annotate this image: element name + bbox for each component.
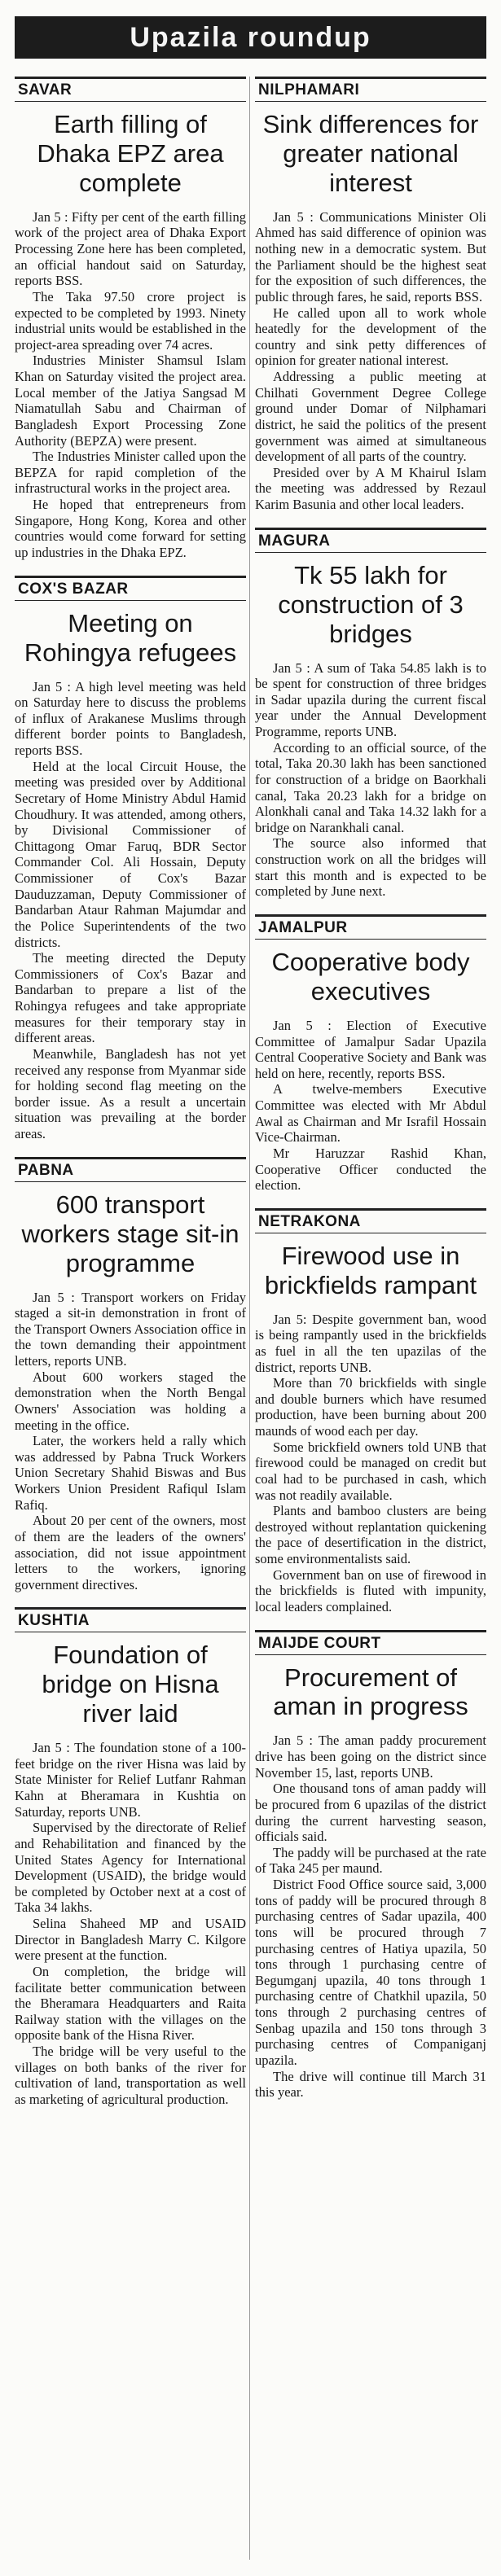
story-paragraph: Government ban on use of firewood in the brickfields is fluted with impunity, local leaders complained.	[255, 1566, 486, 1614]
story-dateline: JAMALPUR	[255, 914, 486, 940]
story-paragraph: Held at the local Circuit House, the meeting was presided over by Additional Secretary of Home Ministry Abdul Hamid Choudhury. It was attended, among others, by Divisional Commissioner of Chittagong Omar Faruq, BDR Sector Commander Col. Ali Hossain, Deputy Commissioner of Cox's Bazar Dauduzzaman, Deputy Commissioner of Bandarban Ataur Rahman Majumdar and the Police Superintendents of the two districts.	[15, 758, 246, 950]
story-paragraph: Jan 5 : Communications Minister Oli Ahmed has said difference of opinion was nothing new in a democratic system. But the Parliament should be the highest seat for the exposition of such differences, the public through fares, he said, reports BSS.	[255, 208, 486, 304]
story-paragraph: Mr Haruzzar Rashid Khan, Cooperative Officer conducted the election.	[255, 1145, 486, 1194]
story-dateline: KUSHTIA	[15, 1607, 246, 1632]
banner-title: Upazila roundup	[130, 21, 371, 53]
story-paragraph: Selina Shaheed MP and USAID Director in Bangladesh Marry C. Kilgore were present at the function.	[15, 1916, 246, 1964]
story-paragraph: The drive will continue till March 31 this year.	[255, 2068, 486, 2101]
story-dateline: MAGURA	[255, 528, 486, 553]
story-dateline: SAVAR	[15, 77, 246, 102]
story-paragraph: Jan 5 : The foundation stone of a 100-feet bridge on the river Hisna was laid by State Minister for Relief Lutfanr Rahman Kahn at Bheramara in Kushtia on Saturday, reports UNB.	[15, 1740, 246, 1820]
story-paragraph: Jan 5: Despite government ban, wood is being rampantly used in the brickfields as fuel in all the ten upazilas of the district, reports UNB.	[255, 1311, 486, 1375]
story-paragraph: On completion, the bridge will facilitate better communication between the Bheramara Headquarters and Raita Railway station with the villages on the opposite bank of the Hisna River.	[15, 1963, 246, 2044]
story-paragraph: The bridge will be very useful to the villages on both banks of the river for cultivation of land, transportation as well as marketing of agricultural production.	[15, 2044, 246, 2107]
story-paragraph: About 20 per cent of the owners, most of them are the leaders of the owners' association, did not issue appointment letters to the workers, ignoring government directives.	[15, 1513, 246, 1592]
story-paragraph: Presided over by A M Khairul Islam the meeting was addressed by Rezaul Karim Basunia and other local leaders.	[255, 464, 486, 513]
news-story	[15, 576, 246, 1142]
news-story	[15, 1607, 246, 2107]
story-paragraph: The Industries Minister called upon the BEPZA for rapid completion of the infrastructural works in the project area.	[15, 449, 246, 497]
story-paragraph: The source also informed that construction work on all the bridges will start this month and is expected to be completed by June next.	[255, 835, 486, 900]
story-paragraph: Jan 5 : A high level meeting was held on Saturday here to discuss the problems of influx of Arakanese Muslims through different border points to Bangladesh, reports BSS.	[15, 678, 246, 759]
news-story	[255, 914, 486, 1194]
story-paragraph: A twelve-members Executive Committee was elected with Mr Abdul Awal as Chairman and Mr Israfil Hossain Vice-Chairman.	[255, 1081, 486, 1146]
story-paragraph: Plants and bamboo clusters are being destroyed without replantation quickening the pace of desertification in the district, some environmentalists said.	[255, 1503, 486, 1567]
story-headline: Tk 55 lakh for construction of 3 bridges	[278, 560, 464, 648]
story-paragraph: District Food Office source said, 3,000 tons of paddy will be procured through 8 purchasing centres of Sadar upazila, 400 tons will be procured through 7 purchasing centres of Hatiya upazila, 50 tons through 1 purchasing centre of Begumganj upazila, 40 tons through 1 purchasing centre of Chatkhil upazila, 50 tons through 2 purchasing centres of Senbag upazila and 150 tons through 3 purchasing centres of Companiganj upazila.	[255, 1877, 486, 2068]
story-headline: Sink differences for greater national interest	[262, 110, 479, 197]
story-paragraph: Jan 5 : Fifty per cent of the earth filling work of the project area of Dhaka Export Processing Zone here has been completed, an official handout said on Saturday, reports BSS.	[15, 208, 246, 289]
story-dateline: COX'S BAZAR	[15, 576, 246, 601]
story-paragraph: The meeting directed the Deputy Commissioners of Cox's Bazar and Bandarban to prepare a list of the Rohingya refugees and take appropriate measures for their temporary stay in different areas.	[15, 950, 246, 1046]
story-dateline: NETRAKONA	[255, 1208, 486, 1233]
story-paragraph: Addressing a public meeting at Chilhati Government Degree College ground under Domar of Nilphamari district, he said the politics of the present government was aimed at simultaneous development of all parts of the country.	[255, 369, 486, 465]
story-headline: Meeting on Rohingya refugees	[24, 608, 237, 667]
section-banner	[15, 16, 486, 59]
story-headline: Procurement of aman in progress	[273, 1663, 468, 1721]
story-headline: Earth filling of Dhaka EPZ area complete	[37, 110, 224, 197]
story-paragraph: Supervised by the directorate of Relief and Rehabilitation and financed by the United States Agency for International Development (USAID), the bridge would be completed by October next at a cost of Taka 34 lakhs.	[15, 1820, 246, 1916]
column-divider	[249, 77, 250, 2560]
right-column	[255, 77, 486, 2560]
news-story	[255, 528, 486, 900]
story-dateline: MAIJDE COURT	[255, 1630, 486, 1655]
news-story	[15, 1157, 246, 1593]
story-headline: Cooperative body executives	[271, 947, 470, 1005]
left-column	[15, 77, 246, 2560]
news-story	[255, 1630, 486, 2101]
story-paragraph: Industries Minister Shamsul Islam Khan on Saturday visited the project area. Local member of the Jatiya Sangsad M Niamatullah Sabu and Chairman of Bangladesh Export Processing Zone Authority (BEPZA) were present.	[15, 353, 246, 449]
story-paragraph: Later, the workers held a rally which was addressed by Pabna Truck Workers Union Secretary Shahid Biswas and Bus Workers Union President Rafiqul Islam Rafiq.	[15, 1433, 246, 1513]
story-paragraph: The paddy will be purchased at the rate of Taka 245 per maund.	[255, 1844, 486, 1877]
story-paragraph: Jan 5 : Election of Executive Committee of Jamalpur Sadar Upazila Central Cooperative Society and Bank was held on here, recently, reports BSS.	[255, 1017, 486, 1081]
story-paragraph: According to an official source, of the total, Taka 20.30 lakh has been sanctioned for construction of a bridge on Baorkhali canal, Taka 20.23 lakh for a bridge on Alonkhali canal and Taka 14.32 lakh for a bridge on Narankhali canal.	[255, 739, 486, 835]
story-paragraph: Jan 5 : Transport workers on Friday staged a sit-in demonstration in front of the Transport Owners Association office in the town demanding their appointment letters, reports UNB.	[15, 1289, 246, 1369]
story-paragraph: He hoped that entrepreneurs from Singapore, Hong Kong, Korea and other countries would come forward for setting up industries in the Dhaka EPZ.	[15, 497, 246, 560]
news-story	[15, 77, 246, 561]
news-story	[255, 1208, 486, 1615]
story-paragraph: More than 70 brickfields with single and double burners which have resumed production, have been burning about 200 maunds of wood each per day.	[255, 1375, 486, 1439]
story-paragraph: Jan 5 : A sum of Taka 54.85 lakh is to be spent for construction of three bridges in Sadar upazila during the current fiscal year under the Annual Development Programme, reports UNB.	[255, 659, 486, 740]
story-paragraph: About 600 workers staged the demonstration when the North Bengal Owners' Association was holding a meeting in the office.	[15, 1369, 246, 1433]
story-dateline: NILPHAMARI	[255, 77, 486, 102]
news-story	[255, 77, 486, 513]
story-paragraph: Some brickfield owners told UNB that firewood could be managed on credit but coal had to be purchased in cash, which was not readily available.	[255, 1439, 486, 1503]
story-paragraph: He called upon all to work whole heatedly for the development of the country and sink petty differences of opinion for greater national interest.	[255, 304, 486, 369]
story-paragraph: One thousand tons of aman paddy will be procured from 6 upazilas of the district during the current harvesting season, officials said.	[255, 1781, 486, 1845]
story-paragraph: Jan 5 : The aman paddy procurement drive has been going on the district since November 15, last, reports UNB.	[255, 1733, 486, 1781]
story-dateline: PABNA	[15, 1157, 246, 1182]
story-headline: Firewood use in brickfields rampant	[264, 1241, 477, 1299]
story-headline: Foundation of bridge on Hisna river laid	[42, 1641, 219, 1728]
story-headline: 600 transport workers stage sit-in programme	[21, 1189, 240, 1277]
story-paragraph: The Taka 97.50 crore project is expected to be completed by 1993. Ninety industrial units would be established in the project-area spreading over 74 acres.	[15, 288, 246, 353]
story-paragraph: Meanwhile, Bangladesh has not yet received any response from Myanmar side for holding second flag meeting on the border issue. As a result a uncertain situation was prevailing at the border areas.	[15, 1045, 246, 1142]
